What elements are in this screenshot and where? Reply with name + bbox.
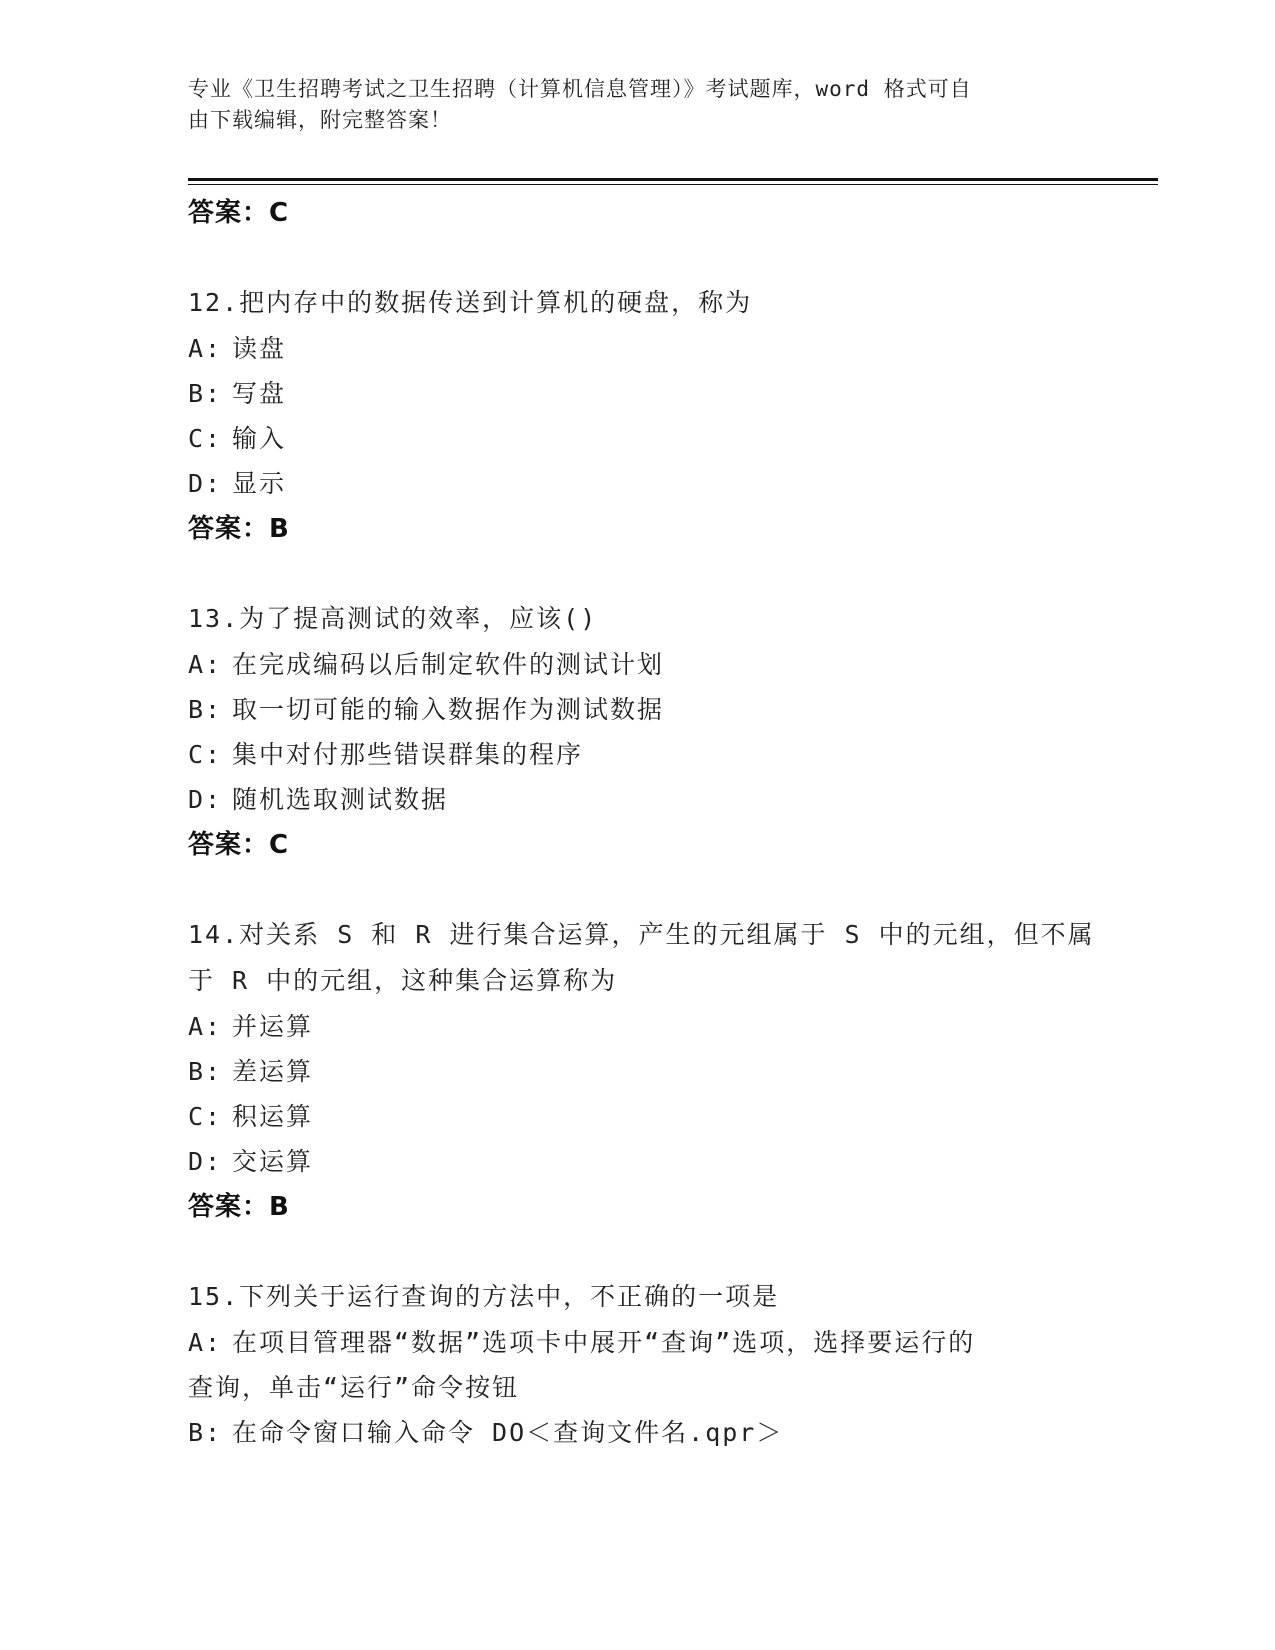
option-c [188,1094,1128,1139]
question-title: 12.把内存中的数据传送到计算机的硬盘，称为 [188,288,753,317]
option-b [188,1049,1128,1094]
header-line-2: 由下载编辑，附完整答案！ [188,108,452,132]
option-text: 写盘 [232,379,287,408]
option-label: B: [188,379,223,408]
option-label: B: [188,1418,223,1447]
option-label: B: [188,695,223,724]
option-text: 输入 [232,424,287,453]
option-text: 集中对付那些错误群集的程序 [232,740,584,769]
option-d [188,777,1128,822]
question-title: 13.为了提高测试的效率，应该() [188,604,598,633]
option-label: A: [188,1012,223,1041]
option-a-continued: 查询，单击“运行”命令按钮 [188,1373,520,1402]
question-14 [188,912,1128,1230]
option-label: D: [188,1147,223,1176]
option-c [188,416,1128,461]
option-text: 在命令窗口输入命令 DO＜查询文件名.qpr＞ [232,1418,784,1447]
option-label: C: [188,424,223,453]
answer-line: 答案：C [188,830,290,860]
header-line-1: 专业《卫生招聘考试之卫生招聘（计算机信息管理）》考试题库，word 格式可自 [188,77,972,101]
option-b [188,687,1128,732]
header-rule-thin [188,184,1158,185]
option-label: D: [188,785,223,814]
option-label: A: [188,1328,223,1357]
option-label: B: [188,1057,223,1086]
option-text: 取一切可能的输入数据作为测试数据 [232,695,665,724]
option-a [188,1320,1128,1365]
option-a [188,642,1128,687]
answer-line: 答案：C [188,198,290,228]
option-label: A: [188,650,223,679]
option-d [188,461,1128,506]
option-text: 差运算 [232,1057,314,1086]
option-b [188,1410,1128,1455]
question-list [188,190,1128,1455]
option-label: C: [188,740,223,769]
option-a [188,1004,1128,1049]
option-b [188,371,1128,416]
option-text: 并运算 [232,1012,314,1041]
option-text: 在项目管理器“数据”选项卡中展开“查询”选项，选择要运行的 [232,1328,976,1357]
question-title-line-2: 于 R 中的元组，这种集合运算称为 [188,966,618,995]
option-c [188,732,1128,777]
answer-line: 答案：B [188,514,290,544]
option-text: 显示 [232,469,287,498]
option-text: 在完成编码以后制定软件的测试计划 [232,650,665,679]
option-label: C: [188,1102,223,1131]
option-text: 读盘 [232,334,287,363]
question-title-line-1: 14.对关系 S 和 R 进行集合运算，产生的元组属于 S 中的元组，但不属 [188,920,1095,949]
question-12 [188,280,1128,552]
option-text: 随机选取测试数据 [232,785,449,814]
answer-line: 答案：B [188,1192,290,1222]
option-a [188,326,1128,371]
option-text: 交运算 [232,1147,314,1176]
question-title: 15.下列关于运行查询的方法中，不正确的一项是 [188,1282,780,1311]
option-d [188,1139,1128,1184]
header-rule-thick [188,178,1158,181]
option-text: 积运算 [232,1102,314,1131]
option-label: A: [188,334,223,363]
question-13 [188,596,1128,868]
question-15 [188,1274,1128,1455]
option-label: D: [188,469,223,498]
document-header [188,74,1068,136]
